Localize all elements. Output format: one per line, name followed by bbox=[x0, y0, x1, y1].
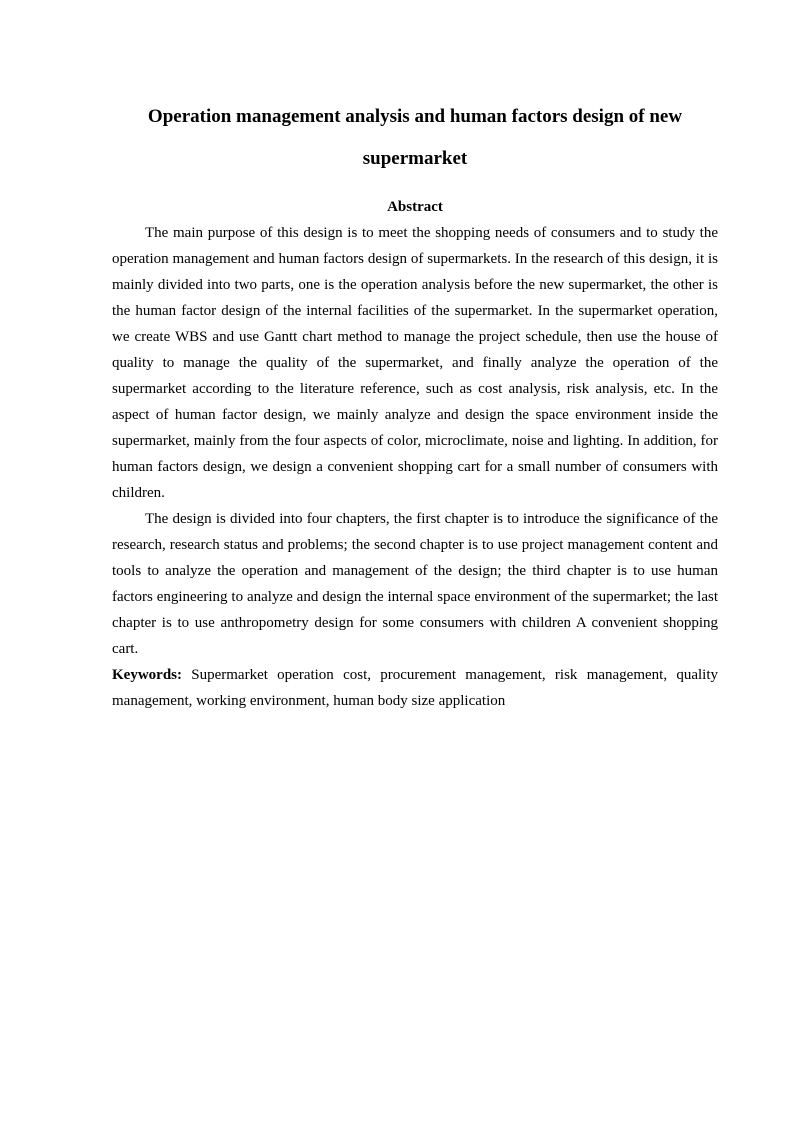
document-page bbox=[112, 96, 718, 714]
abstract-paragraph-2: The design is divided into four chapters, the first chapter is to introduce the significance of the research, research status and problems; the second chapter is to use project management content and tools to analyze the operation and management of the design; the third chapter is to use human factors engineering to analyze and design the internal space environment of the supermarket; the last chapter is to use anthropometry design for some consumers with children A convenient shopping cart. bbox=[112, 511, 718, 657]
keywords-line bbox=[112, 662, 718, 714]
abstract-heading: Abstract bbox=[387, 199, 443, 215]
abstract-paragraph-1: The main purpose of this design is to meet the shopping needs of consumers and to study the operation management and human factors design of supermarkets. In the research of this design, it is mainly divided into two parts, one is the operation analysis before the new supermarket, the other is the human factor design of the internal facilities of the supermarket. In the supermarket operation, we create WBS and use Gantt chart method to manage the project schedule, then use the house of quality to manage the quality of the supermarket, and finally analyze the operation of the supermarket according to the literature reference, such as cost analysis, risk analysis, etc. In the aspect of human factor design, we mainly analyze and design the space environment inside the supermarket, mainly from the four aspects of color, microclimate, noise and lighting. In addition, for human factors design, we design a convenient shopping cart for a small number of consumers with children. bbox=[112, 225, 718, 501]
document-title: Operation management analysis and human factors design of new supermarket bbox=[147, 106, 683, 169]
keywords-label: Keywords: bbox=[112, 667, 182, 683]
keywords-text: Supermarket operation cost, procurement management, risk management, quality management, working environment, human body size application bbox=[112, 667, 718, 709]
